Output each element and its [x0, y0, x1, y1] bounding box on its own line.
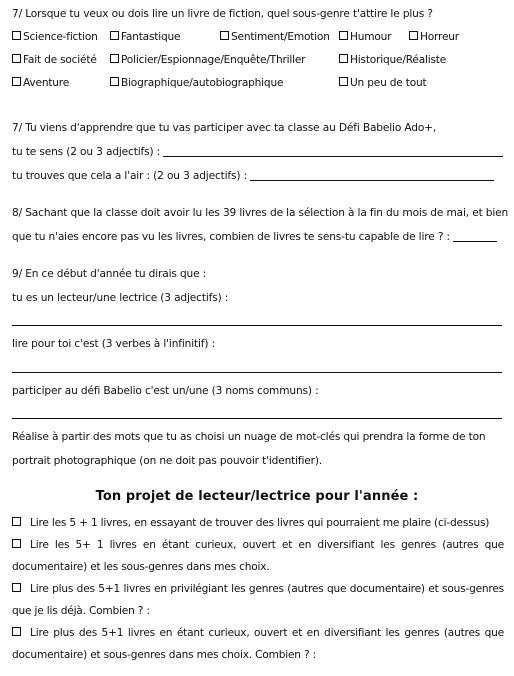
option-fait-de-societe[interactable]: Fait de société [12, 54, 97, 66]
checkbox-icon[interactable] [12, 31, 21, 40]
option-un-peu-de-tout[interactable]: Un peu de tout [339, 77, 426, 89]
feel-label: tu te sens (2 ou 3 adjectifs) : [12, 146, 161, 158]
question-7-genre: 7/ Lorsque tu veux ou dois lire un livre de fiction, quel sous-genre t'attire le plus ? [12, 8, 433, 20]
checkbox-icon[interactable] [12, 77, 21, 86]
question-9-intro: 9/ En ce début d'année tu dirais que : [12, 268, 207, 280]
air-line [12, 170, 494, 182]
option-aventure[interactable]: Aventure [12, 77, 69, 89]
project-item[interactable]: Lire les 5+ 1 livres en étant curieux, ouvert et en diversifiant les genres (autres que documentaire) et les sous-genres dans mes choix. [12, 539, 504, 573]
wordcloud-instruction-1: Réalise à partir des mots que tu as choisi un nuage de mot-clés qui prendra la forme de ton [12, 431, 486, 443]
checkbox-icon[interactable] [110, 31, 119, 40]
checkbox-icon[interactable] [220, 31, 229, 40]
checkbox-icon[interactable] [110, 54, 119, 63]
challenge-nouns-label: participer au défi Babelio c'est un/une (3 noms communs) : [12, 385, 319, 397]
feel-answer-blank[interactable] [163, 147, 503, 157]
option-policier[interactable]: Policier/Espionnage/Enquête/Thriller [110, 54, 305, 66]
air-label: tu trouves que cela a l'air : (2 ou 3 adjectifs) : [12, 170, 247, 182]
reader-adjectives-label: tu es un lecteur/une lectrice (3 adjectifs) : [12, 292, 229, 304]
read-verbs-label: lire pour toi c'est (3 verbes à l'infinitif) : [12, 338, 215, 350]
checkbox-icon[interactable] [12, 539, 21, 548]
question-8-line-2: que tu n'aies encore pas vu les livres, combien de livres te sens-tu capable de lire ? : [12, 231, 497, 243]
project-title: Ton projet de lecteur/lectrice pour l'année : [95, 489, 419, 504]
option-horreur[interactable]: Horreur [409, 31, 459, 43]
option-sentiment-emotion[interactable]: Sentiment/Emotion [220, 31, 330, 43]
project-item[interactable]: Lire les 5 + 1 livres, en essayant de trouver des livres qui pourraient me plaire (ci-dessus) [12, 512, 504, 534]
checkbox-icon[interactable] [339, 77, 348, 86]
checkbox-icon[interactable] [12, 583, 21, 592]
option-biographique[interactable]: Biographique/autobiographique [110, 77, 283, 89]
challenge-answer-line[interactable] [12, 418, 502, 419]
checkbox-icon[interactable] [110, 77, 119, 86]
project-item[interactable]: Lire plus des 5+1 livres en étant curieux, ouvert et en diversifiant les genres (autres que documentaire) et sous-genres dans mes choix. Combien ? : [12, 627, 504, 661]
feel-line [12, 146, 503, 158]
question-7-babelio: 7/ Tu viens d'apprendre que tu vas participer avec ta classe au Défi Babelio Ado+, [12, 122, 437, 134]
project-list [12, 512, 504, 666]
option-humour[interactable]: Humour [339, 31, 391, 43]
air-answer-blank[interactable] [250, 171, 494, 181]
book-count-blank[interactable] [453, 232, 497, 242]
checkbox-icon[interactable] [12, 54, 21, 63]
option-fantastique[interactable]: Fantastique [110, 31, 180, 43]
question-8-line-1: 8/ Sachant que la classe doit avoir lu les 39 livres de la sélection à la fin du mois de mai, et bien [12, 207, 509, 219]
wordcloud-instruction-2: portrait photographique (on ne doit pas pouvoir t'identifier). [12, 455, 323, 467]
option-historique-realiste[interactable]: Historique/Réaliste [339, 54, 446, 66]
checkbox-icon[interactable] [339, 31, 348, 40]
checkbox-icon[interactable] [339, 54, 348, 63]
checkbox-icon[interactable] [409, 31, 418, 40]
option-science-fiction[interactable]: Science-fiction [12, 31, 98, 43]
checkbox-icon[interactable] [12, 517, 21, 526]
checkbox-icon[interactable] [12, 627, 21, 636]
read-verbs-answer-line[interactable] [12, 372, 502, 373]
reader-answer-line[interactable] [12, 325, 502, 326]
project-item[interactable]: Lire plus des 5+1 livres en privilégiant les genres (autres que documentaire) et sous-genres que je lis déjà. Combien ? : [12, 583, 504, 617]
